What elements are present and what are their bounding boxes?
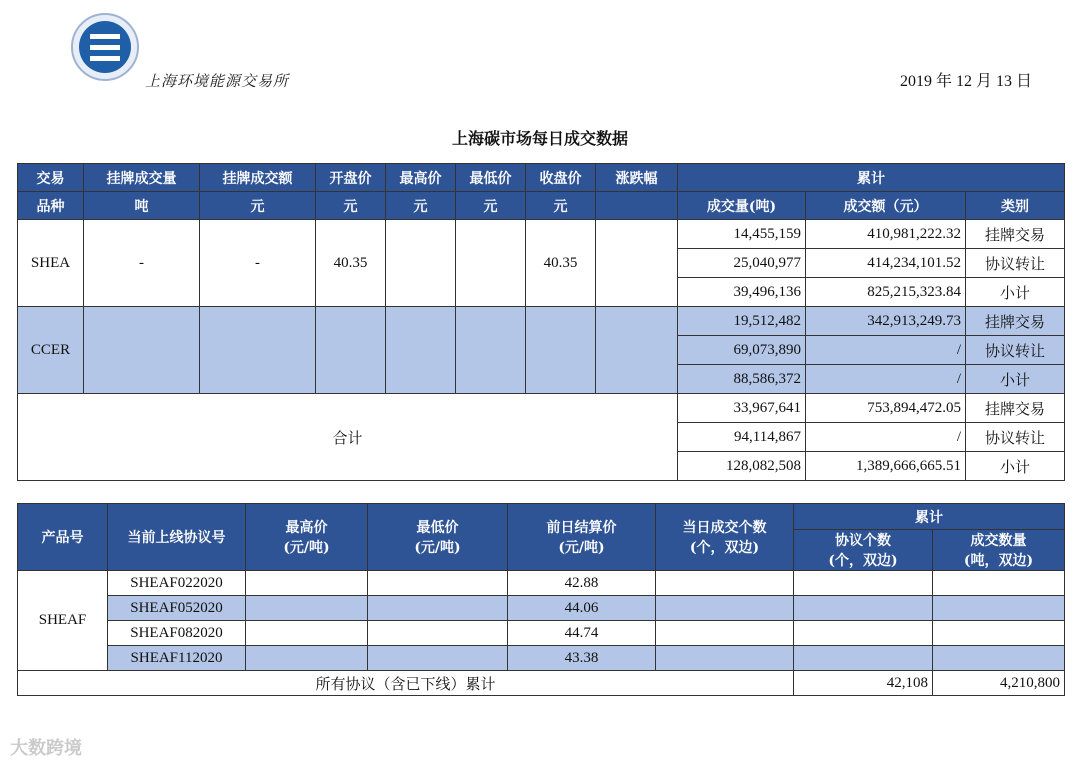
empty-cell: [933, 646, 1065, 671]
empty-cell: [246, 621, 368, 646]
empty-cell: [794, 596, 933, 621]
contract-code: SHEAF082020: [108, 621, 246, 646]
empty-cell: [656, 571, 794, 596]
empty-cell: [246, 596, 368, 621]
empty-cell: [316, 307, 386, 394]
listed-volume: -: [84, 220, 200, 307]
header-cell: 交易: [18, 164, 84, 192]
category: 小计: [966, 452, 1065, 481]
header-cell: 类别: [966, 192, 1065, 220]
close-price: 40.35: [526, 220, 596, 307]
category: 协议转让: [966, 249, 1065, 278]
cum-volume: 33,967,641: [678, 394, 806, 423]
empty-cell: [656, 596, 794, 621]
cum-volume: 19,512,482: [678, 307, 806, 336]
header-cell: 元: [456, 192, 526, 220]
empty-cell: [933, 621, 1065, 646]
header-high-line2: (元/吨): [283, 540, 330, 556]
empty-cell: [386, 307, 456, 394]
empty-cell: [794, 571, 933, 596]
header-cum-qty-line1: 成交数量: [970, 533, 1027, 549]
header-settle-line1: 前日结算价: [546, 520, 617, 536]
category: 协议转让: [966, 423, 1065, 452]
cum-volume: 39,496,136: [678, 278, 806, 307]
total-label: 所有协议（含已下线）累计: [18, 671, 794, 696]
daily-trading-table: [17, 163, 1065, 481]
total-label: 合计: [18, 394, 678, 481]
open-price: 40.35: [316, 220, 386, 307]
header-cell: 最低价: [456, 164, 526, 192]
empty-cell: [794, 621, 933, 646]
settle-price: 44.06: [508, 596, 656, 621]
header-cell: 元: [526, 192, 596, 220]
cum-amount: 342,913,249.73: [806, 307, 966, 336]
header-low: [368, 504, 508, 571]
listed-amount: -: [200, 220, 316, 307]
empty-cell: [656, 621, 794, 646]
header-row-1: [18, 504, 1065, 530]
empty-cell: [246, 646, 368, 671]
empty-cell: [368, 596, 508, 621]
page-title: 上海碳市场每日成交数据: [451, 131, 628, 148]
header-count-line2: (个，双边): [689, 540, 760, 556]
header-settle: [508, 504, 656, 571]
header-cell: 收盘价: [526, 164, 596, 192]
cum-amount: 410,981,222.32: [806, 220, 966, 249]
header-low-line2: (元/吨): [414, 540, 461, 556]
total-count: 42,108: [794, 671, 933, 696]
product-name: SHEA: [18, 220, 84, 307]
header-cell: 元: [200, 192, 316, 220]
cum-amount: /: [806, 423, 966, 452]
settle-price: 42.88: [508, 571, 656, 596]
empty-cell: [656, 646, 794, 671]
empty-cell: [368, 646, 508, 671]
category: 协议转让: [966, 336, 1065, 365]
table-row-total: [18, 671, 1065, 696]
table-row: [18, 621, 1065, 646]
cum-volume: 128,082,508: [678, 452, 806, 481]
header-low-line1: 最低价: [416, 520, 459, 536]
empty-cell: [246, 571, 368, 596]
contract-code: SHEAF022020: [108, 571, 246, 596]
empty-cell: [84, 307, 200, 394]
header-cell: 成交额（元）: [806, 192, 966, 220]
header-cell: 挂牌成交额: [200, 164, 316, 192]
category: 小计: [966, 365, 1065, 394]
header-settle-line2: (元/吨): [558, 540, 605, 556]
table-row: [18, 220, 1065, 249]
header-cell: 品种: [18, 192, 84, 220]
high-price: [386, 220, 456, 307]
cum-amount: 414,234,101.52: [806, 249, 966, 278]
table-row: [18, 307, 1065, 336]
settle-price: 43.38: [508, 646, 656, 671]
cum-amount: 753,894,472.05: [806, 394, 966, 423]
cum-volume: 25,040,977: [678, 249, 806, 278]
table-row: [18, 646, 1065, 671]
cum-volume: 88,586,372: [678, 365, 806, 394]
empty-cell: [368, 621, 508, 646]
header-cell: 涨跌幅: [596, 164, 678, 192]
header-cum-count-line1: 协议个数: [835, 533, 891, 549]
empty-cell: [368, 571, 508, 596]
header-high: [246, 504, 368, 571]
header-count: [656, 504, 794, 571]
header-high-line1: 最高价: [285, 520, 328, 536]
logo-wordmark: 上海环境能源交易所: [145, 72, 290, 90]
contract-code: SHEAF052020: [108, 596, 246, 621]
header-cell: 最高价: [386, 164, 456, 192]
category: 挂牌交易: [966, 307, 1065, 336]
empty-cell: [200, 307, 316, 394]
header-cum-qty-line2: (吨，双边): [963, 553, 1034, 569]
futures-contract-table: [17, 503, 1065, 696]
empty-cell: [933, 596, 1065, 621]
table-row: [18, 596, 1065, 621]
cum-amount: 825,215,323.84: [806, 278, 966, 307]
header-cell: 元: [386, 192, 456, 220]
report-date: 2019 年 12 月 13 日: [900, 73, 1033, 90]
category: 挂牌交易: [966, 220, 1065, 249]
header-cum-count: [794, 530, 933, 571]
category: 挂牌交易: [966, 394, 1065, 423]
contract-code: SHEAF112020: [108, 646, 246, 671]
header-cell: 吨: [84, 192, 200, 220]
empty-cell: [794, 646, 933, 671]
low-price: [456, 220, 526, 307]
header-product: 产品号: [18, 504, 108, 571]
table-row: [18, 571, 1065, 596]
header-contract: 当前上线协议号: [108, 504, 246, 571]
cum-amount: 1,389,666,665.51: [806, 452, 966, 481]
header-cell: 开盘价: [316, 164, 386, 192]
header-row-2: [18, 192, 1065, 220]
header-cell: 成交量(吨): [678, 192, 806, 220]
cum-volume: 94,114,867: [678, 423, 806, 452]
watermark: 大数跨境: [10, 738, 82, 759]
cum-volume: 69,073,890: [678, 336, 806, 365]
empty-cell: [596, 307, 678, 394]
table-row: [18, 394, 1065, 423]
cum-volume: 14,455,159: [678, 220, 806, 249]
product-name: CCER: [18, 307, 84, 394]
empty-cell: [526, 307, 596, 394]
product-code: SHEAF: [18, 571, 108, 671]
exchange-logo: [70, 12, 140, 82]
empty-cell: [456, 307, 526, 394]
header-cumulative: 累计: [794, 504, 1065, 530]
header-cell: 元: [316, 192, 386, 220]
settle-price: 44.74: [508, 621, 656, 646]
header-count-line1: 当日成交个数: [682, 520, 767, 536]
cum-amount: /: [806, 365, 966, 394]
header-cell: [596, 192, 678, 220]
header-cum-qty: [933, 530, 1065, 571]
header-row-1: [18, 164, 1065, 192]
header-cell: 挂牌成交量: [84, 164, 200, 192]
header-cum-count-line2: (个，双边): [828, 553, 898, 569]
cum-amount: /: [806, 336, 966, 365]
header-cell-cumulative: 累计: [678, 164, 1065, 192]
empty-cell: [933, 571, 1065, 596]
change-pct: [596, 220, 678, 307]
category: 小计: [966, 278, 1065, 307]
total-qty: 4,210,800: [933, 671, 1065, 696]
